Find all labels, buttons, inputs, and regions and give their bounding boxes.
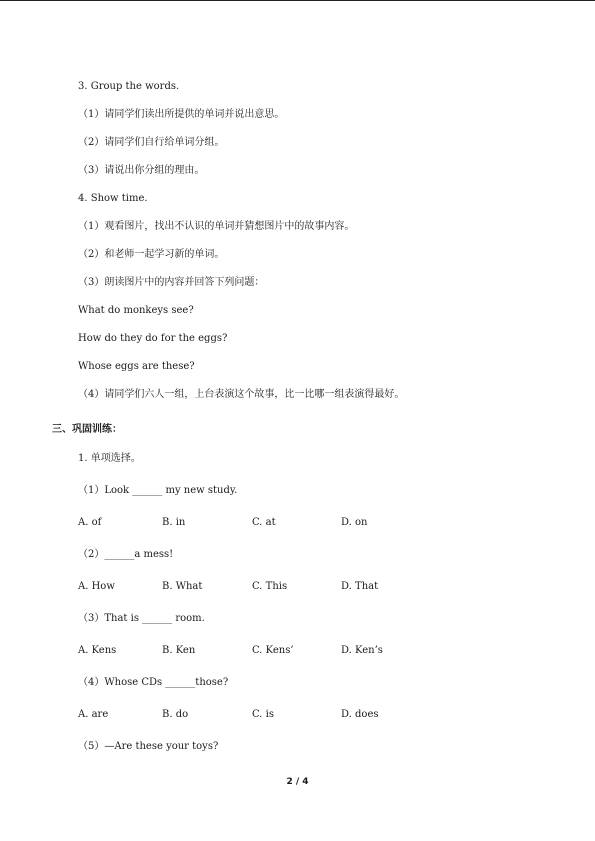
option-a: A. of — [78, 517, 102, 528]
option-d: D. on — [341, 517, 368, 528]
exercise-question-5: （5）—Are these your toys? — [78, 741, 219, 752]
exercise-question-4: （4）Whose CDs ______those? — [78, 677, 229, 688]
option-c: C. Kens’ — [252, 645, 294, 656]
exercise-question-1: （1）Look ______ my new study. — [78, 485, 238, 496]
top-rule — [0, 0, 595, 1]
option-d: D. does — [341, 709, 379, 720]
option-a: A. How — [78, 581, 115, 592]
section-4-step-2: （2）和老师一起学习新的单词。 — [78, 249, 225, 260]
option-d: D. That — [341, 581, 379, 592]
page-number: 2 / 4 — [286, 777, 309, 787]
question-3: Whose eggs are these? — [78, 361, 195, 372]
option-a: A. are — [78, 709, 109, 720]
section-3-step-3: （3）请说出你分组的理由。 — [78, 165, 205, 176]
section-3-title: 3. Group the words. — [78, 81, 180, 92]
option-a: A. Kens — [78, 645, 117, 656]
question-1: What do monkeys see? — [78, 305, 194, 316]
section-4-step-3: （3）朗读图片中的内容并回答下列问题： — [78, 277, 265, 288]
section-3-step-2: （2）请同学们自行给单词分组。 — [78, 137, 225, 148]
section-4-title: 4. Show time. — [78, 193, 148, 204]
exercise-1-title: 1. 单项选择。 — [78, 453, 141, 464]
exercise-question-3: （3）That is ______ room. — [78, 613, 205, 624]
option-d: D. Ken’s — [341, 645, 383, 656]
section-4-step-4: （4）请同学们六人一组，上台表演这个故事，比一比哪一组表演得最好。 — [78, 389, 405, 400]
section-4-step-1: （1）观看图片，找出不认识的单词并猜想图片中的故事内容。 — [78, 221, 355, 232]
option-c: C. This — [252, 581, 288, 592]
question-2: How do they do for the eggs? — [78, 333, 228, 344]
option-b: B. in — [162, 517, 186, 528]
exercise-question-2: （2）______a mess! — [78, 549, 174, 560]
option-c: C. is — [252, 709, 274, 720]
option-b: B. What — [162, 581, 203, 592]
section-3-step-1: （1）请同学们读出所提供的单词并说出意思。 — [78, 109, 285, 120]
option-b: B. do — [162, 709, 189, 720]
part-3-heading: 三、巩固训练： — [52, 424, 122, 435]
option-c: C. at — [252, 517, 276, 528]
option-b: B. Ken — [162, 645, 196, 656]
